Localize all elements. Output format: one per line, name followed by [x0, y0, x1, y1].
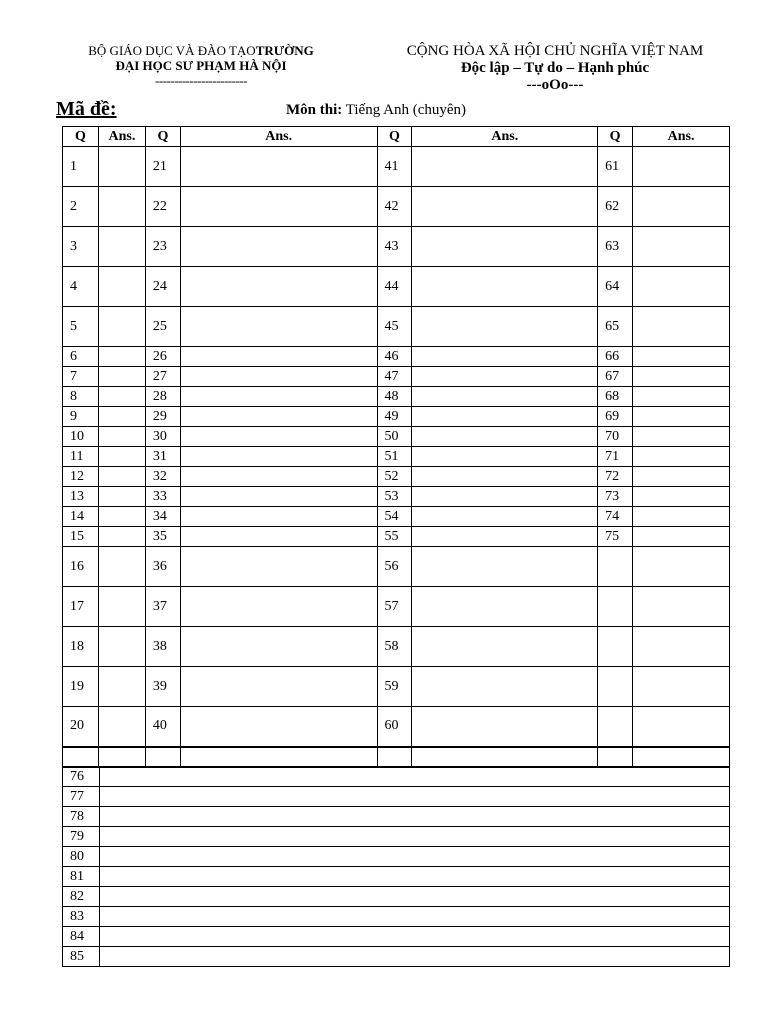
extra-row	[63, 767, 730, 787]
grid-row	[63, 467, 730, 487]
answer-cell[interactable]	[180, 447, 377, 467]
answer-cell[interactable]	[633, 307, 730, 347]
grid-row	[63, 267, 730, 307]
answer-cell[interactable]	[98, 187, 145, 227]
answer-cell[interactable]	[633, 367, 730, 387]
question-number: 26	[145, 347, 180, 367]
answer-cell[interactable]	[100, 787, 730, 807]
answer-cell[interactable]	[180, 367, 377, 387]
question-number: 81	[63, 867, 100, 887]
answer-cell[interactable]	[412, 307, 598, 347]
blank-cell	[145, 747, 180, 768]
answer-cell[interactable]	[633, 227, 730, 267]
question-number: 54	[377, 507, 412, 527]
answer-cell[interactable]	[633, 547, 730, 587]
question-number: 67	[598, 367, 633, 387]
answer-cell[interactable]	[180, 427, 377, 447]
header-q: Q	[145, 127, 180, 147]
answer-cell[interactable]	[100, 947, 730, 967]
answer-cell[interactable]	[412, 707, 598, 747]
grid-row	[63, 347, 730, 367]
question-number: 48	[377, 387, 412, 407]
national-header	[372, 43, 738, 94]
question-number: 71	[598, 447, 633, 467]
question-number: 52	[377, 467, 412, 487]
answer-cell[interactable]	[633, 667, 730, 707]
question-number: 74	[598, 507, 633, 527]
answer-cell[interactable]	[180, 187, 377, 227]
question-number: 85	[63, 947, 100, 967]
answer-cell[interactable]	[412, 487, 598, 507]
answer-cell[interactable]	[98, 667, 145, 707]
extra-answer-table	[62, 766, 730, 967]
question-number: 66	[598, 347, 633, 367]
grid-row	[63, 627, 730, 667]
answer-cell[interactable]	[100, 887, 730, 907]
answer-cell[interactable]	[100, 867, 730, 887]
question-number: 3	[63, 227, 99, 267]
question-number	[598, 627, 633, 667]
header-ans: Ans.	[633, 127, 730, 147]
question-number: 40	[145, 707, 180, 747]
answer-cell[interactable]	[180, 307, 377, 347]
extra-row	[63, 927, 730, 947]
answer-cell[interactable]	[180, 527, 377, 547]
ministry-header	[56, 43, 346, 88]
answer-cell[interactable]	[633, 407, 730, 427]
question-number: 83	[63, 907, 100, 927]
question-number: 80	[63, 847, 100, 867]
blank-cell	[180, 747, 377, 768]
question-number: 8	[63, 387, 99, 407]
question-number: 12	[63, 467, 99, 487]
subject-label: Môn thi:	[286, 102, 343, 118]
extra-row	[63, 787, 730, 807]
answer-cell[interactable]	[633, 187, 730, 227]
answer-cell[interactable]	[98, 547, 145, 587]
grid-row	[63, 707, 730, 747]
question-number: 34	[145, 507, 180, 527]
question-number: 10	[63, 427, 99, 447]
question-number: 82	[63, 887, 100, 907]
question-number: 24	[145, 267, 180, 307]
answer-cell[interactable]	[98, 267, 145, 307]
question-number: 37	[145, 587, 180, 627]
question-number: 58	[377, 627, 412, 667]
national-motto: Độc lập – Tự do – Hạnh phúc	[460, 60, 650, 76]
answer-cell[interactable]	[180, 507, 377, 527]
answer-cell[interactable]	[412, 447, 598, 467]
answer-cell[interactable]	[180, 467, 377, 487]
question-number: 50	[377, 427, 412, 447]
answer-cell[interactable]	[412, 187, 598, 227]
question-number: 73	[598, 487, 633, 507]
answer-cell[interactable]	[633, 427, 730, 447]
blank-cell	[98, 747, 145, 768]
grid-header-row	[63, 127, 730, 147]
question-number: 44	[377, 267, 412, 307]
extra-row	[63, 867, 730, 887]
grid-row	[63, 367, 730, 387]
answer-cell[interactable]	[180, 667, 377, 707]
grid-row	[63, 487, 730, 507]
answer-cell[interactable]	[412, 427, 598, 447]
answer-cell[interactable]	[180, 387, 377, 407]
answer-cell[interactable]	[412, 367, 598, 387]
question-number: 16	[63, 547, 99, 587]
question-number: 77	[63, 787, 100, 807]
answer-cell[interactable]	[412, 587, 598, 627]
answer-cell[interactable]	[633, 387, 730, 407]
question-number: 11	[63, 447, 99, 467]
question-number: 63	[598, 227, 633, 267]
answer-cell[interactable]	[98, 447, 145, 467]
extra-row	[63, 947, 730, 967]
question-number: 55	[377, 527, 412, 547]
grid-row	[63, 187, 730, 227]
answer-cell[interactable]	[633, 487, 730, 507]
question-number: 84	[63, 927, 100, 947]
question-number: 43	[377, 227, 412, 267]
question-number: 39	[145, 667, 180, 707]
answer-cell[interactable]	[412, 227, 598, 267]
question-number: 13	[63, 487, 99, 507]
answer-cell[interactable]	[98, 627, 145, 667]
blank-cell	[377, 747, 412, 768]
answer-cell[interactable]	[633, 587, 730, 627]
answer-cell[interactable]	[180, 267, 377, 307]
answer-cell[interactable]	[100, 827, 730, 847]
question-number: 25	[145, 307, 180, 347]
question-number: 47	[377, 367, 412, 387]
answer-cell[interactable]	[633, 527, 730, 547]
header-q: Q	[598, 127, 633, 147]
answer-cell[interactable]	[180, 547, 377, 587]
header-q: Q	[63, 127, 99, 147]
question-number: 46	[377, 347, 412, 367]
grid-row	[63, 667, 730, 707]
question-number: 70	[598, 427, 633, 447]
answer-cell[interactable]	[180, 587, 377, 627]
answer-cell[interactable]	[180, 627, 377, 667]
extra-row	[63, 847, 730, 867]
question-number: 53	[377, 487, 412, 507]
question-number: 23	[145, 227, 180, 267]
question-number: 68	[598, 387, 633, 407]
answer-cell[interactable]	[100, 847, 730, 867]
answer-cell[interactable]	[633, 627, 730, 667]
answer-cell[interactable]	[412, 667, 598, 707]
header-q: Q	[377, 127, 412, 147]
question-number: 35	[145, 527, 180, 547]
question-number: 31	[145, 447, 180, 467]
answer-cell[interactable]	[633, 347, 730, 367]
question-number: 6	[63, 347, 99, 367]
answer-cell[interactable]	[98, 407, 145, 427]
question-number: 19	[63, 667, 99, 707]
question-number: 51	[377, 447, 412, 467]
answer-cell[interactable]	[180, 347, 377, 367]
answer-cell[interactable]	[98, 367, 145, 387]
question-number: 32	[145, 467, 180, 487]
ministry-line-1: BỘ GIÁO DỤC VÀ ĐÀO TẠOTRƯỜNG	[88, 43, 314, 58]
question-number: 29	[145, 407, 180, 427]
question-number	[598, 587, 633, 627]
answer-cell[interactable]	[180, 487, 377, 507]
question-number: 15	[63, 527, 99, 547]
left-divider: ------------------------	[155, 73, 247, 88]
exam-code-label: Mã đề:	[56, 98, 117, 120]
blank-cell	[412, 747, 598, 768]
answer-grid	[62, 126, 730, 768]
question-number: 60	[377, 707, 412, 747]
answer-cell[interactable]	[412, 627, 598, 667]
question-number: 9	[63, 407, 99, 427]
grid-row	[63, 547, 730, 587]
question-number: 76	[63, 767, 100, 787]
answer-cell[interactable]	[98, 427, 145, 447]
answer-cell[interactable]	[633, 467, 730, 487]
header-ans: Ans.	[412, 127, 598, 147]
question-number: 56	[377, 547, 412, 587]
question-number	[598, 667, 633, 707]
answer-cell[interactable]	[98, 487, 145, 507]
answer-cell[interactable]	[98, 527, 145, 547]
question-number: 72	[598, 467, 633, 487]
question-number: 69	[598, 407, 633, 427]
answer-cell[interactable]	[412, 527, 598, 547]
university-name: ĐẠI HỌC SƯ PHẠM HÀ NỘI	[115, 58, 287, 73]
grid-row	[63, 407, 730, 427]
question-number: 36	[145, 547, 180, 587]
question-number: 45	[377, 307, 412, 347]
national-title: CỘNG HÒA XÃ HỘI CHỦ NGHĨA VIỆT NAM	[406, 43, 704, 59]
grid-row	[63, 447, 730, 467]
grid-row	[63, 427, 730, 447]
question-number: 21	[145, 147, 180, 187]
answer-cell[interactable]	[98, 387, 145, 407]
grid-row	[63, 587, 730, 627]
question-number	[598, 707, 633, 747]
answer-cell[interactable]	[412, 467, 598, 487]
grid-row	[63, 147, 730, 187]
answer-cell[interactable]	[98, 347, 145, 367]
answer-cell[interactable]	[412, 267, 598, 307]
question-number: 27	[145, 367, 180, 387]
answer-cell[interactable]	[98, 307, 145, 347]
question-number: 33	[145, 487, 180, 507]
answer-cell[interactable]	[100, 767, 730, 787]
blank-cell	[598, 747, 633, 768]
answer-cell[interactable]	[180, 227, 377, 267]
answer-cell[interactable]	[180, 707, 377, 747]
answer-cell[interactable]	[98, 507, 145, 527]
question-number: 79	[63, 827, 100, 847]
grid-row	[63, 527, 730, 547]
national-ornament: ---oOo---	[526, 77, 584, 93]
question-number: 57	[377, 587, 412, 627]
question-number: 14	[63, 507, 99, 527]
extra-row	[63, 827, 730, 847]
question-number: 42	[377, 187, 412, 227]
question-number: 75	[598, 527, 633, 547]
blank-cell	[63, 747, 99, 768]
answer-cell[interactable]	[98, 467, 145, 487]
answer-cell[interactable]	[98, 227, 145, 267]
question-number: 1	[63, 147, 99, 187]
extra-row	[63, 887, 730, 907]
header-ans: Ans.	[98, 127, 145, 147]
answer-cell[interactable]	[100, 927, 730, 947]
question-number: 62	[598, 187, 633, 227]
answer-cell[interactable]	[412, 147, 598, 187]
question-number	[598, 547, 633, 587]
answer-cell[interactable]	[98, 707, 145, 747]
grid-row	[63, 507, 730, 527]
answer-cell[interactable]	[412, 347, 598, 367]
question-number: 41	[377, 147, 412, 187]
answer-cell[interactable]	[98, 587, 145, 627]
answer-cell[interactable]	[100, 907, 730, 927]
answer-cell[interactable]	[180, 147, 377, 187]
subject-value: Tiếng Anh (chuyên)	[345, 102, 467, 118]
extra-row	[63, 907, 730, 927]
subject-line	[286, 102, 466, 119]
question-number: 17	[63, 587, 99, 627]
answer-cell[interactable]	[633, 147, 730, 187]
extra-row	[63, 807, 730, 827]
question-number: 64	[598, 267, 633, 307]
question-number: 61	[598, 147, 633, 187]
grid-row	[63, 387, 730, 407]
header-ans: Ans.	[180, 127, 377, 147]
question-number: 28	[145, 387, 180, 407]
answer-cell[interactable]	[633, 507, 730, 527]
question-number: 2	[63, 187, 99, 227]
question-number: 18	[63, 627, 99, 667]
question-number: 5	[63, 307, 99, 347]
answer-cell[interactable]	[633, 267, 730, 307]
answer-cell[interactable]	[100, 807, 730, 827]
answer-cell[interactable]	[412, 507, 598, 527]
answer-cell[interactable]	[412, 407, 598, 427]
grid-row	[63, 227, 730, 267]
answer-cell[interactable]	[412, 547, 598, 587]
answer-cell[interactable]	[98, 147, 145, 187]
answer-cell[interactable]	[180, 407, 377, 427]
question-number: 20	[63, 707, 99, 747]
answer-cell[interactable]	[412, 387, 598, 407]
question-number: 22	[145, 187, 180, 227]
question-number: 4	[63, 267, 99, 307]
question-number: 7	[63, 367, 99, 387]
answer-cell[interactable]	[633, 707, 730, 747]
answer-cell[interactable]	[633, 447, 730, 467]
grid-row	[63, 307, 730, 347]
question-number: 59	[377, 667, 412, 707]
question-number: 38	[145, 627, 180, 667]
question-number: 30	[145, 427, 180, 447]
blank-cell	[633, 747, 730, 768]
question-number: 49	[377, 407, 412, 427]
question-number: 78	[63, 807, 100, 827]
grid-blank-row	[63, 747, 730, 768]
question-number: 65	[598, 307, 633, 347]
